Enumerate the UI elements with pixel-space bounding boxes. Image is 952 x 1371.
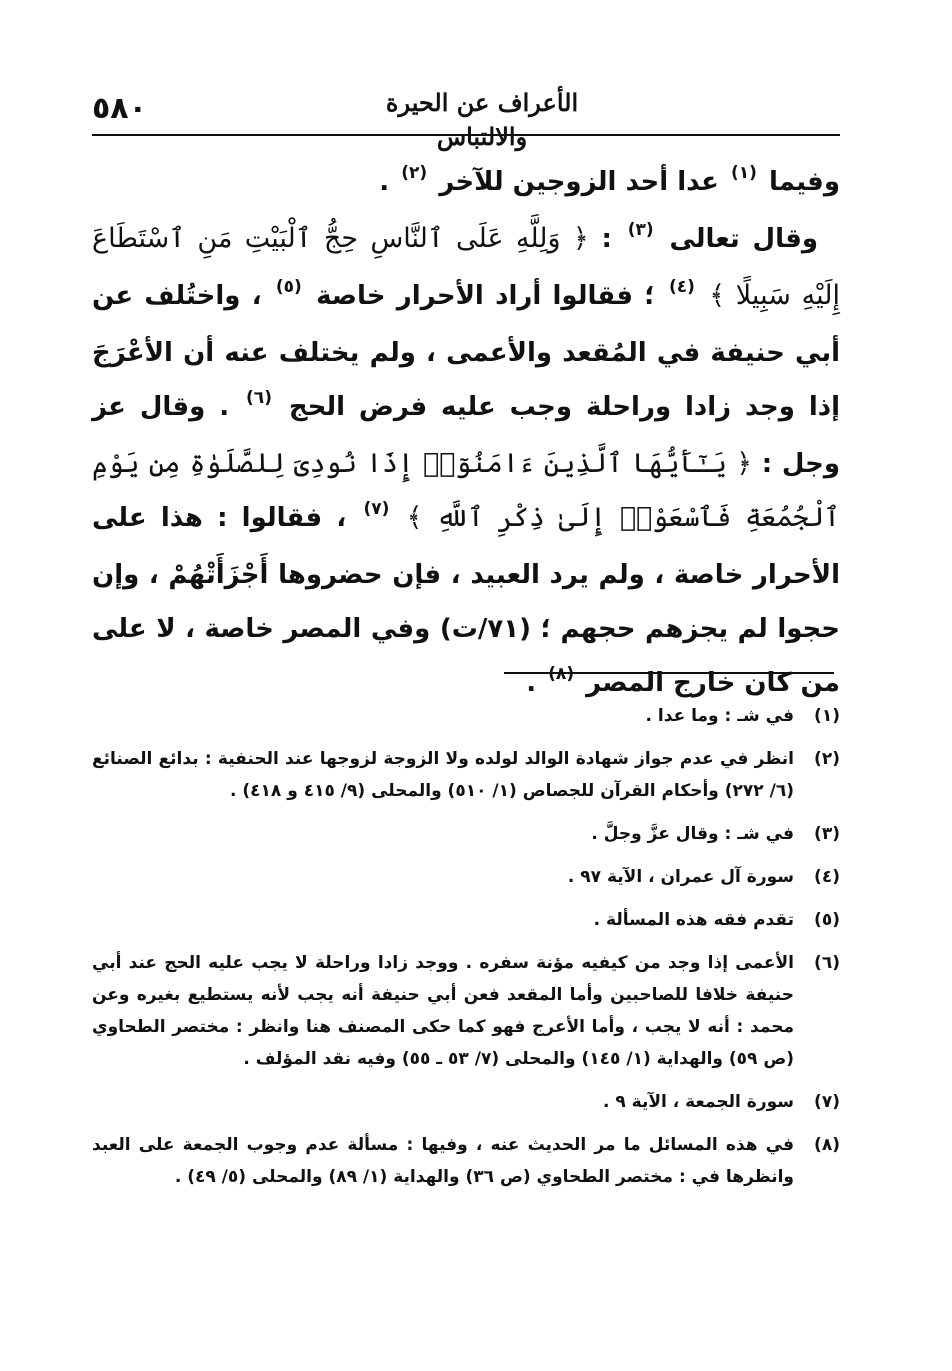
text-run: وفيما bbox=[769, 167, 840, 197]
footnote-ref-7: (٧) bbox=[363, 499, 390, 519]
footnote-item bbox=[92, 700, 840, 732]
footnote-item bbox=[92, 861, 840, 893]
footnote-text: سورة آل عمران ، الآية ٩٧ . bbox=[567, 867, 794, 887]
footnote-number: (٦) bbox=[814, 953, 840, 973]
footnote-number: (٨) bbox=[814, 1135, 840, 1155]
text-run: . bbox=[379, 167, 390, 197]
main-text bbox=[92, 155, 840, 713]
text-run: وقال تعالى bbox=[669, 224, 819, 254]
paragraph-1 bbox=[92, 155, 840, 212]
page-header bbox=[92, 78, 840, 151]
text-run: ، واختُلف عن أبي حنيفة في المُقعد والأعمى ، ولم يختلف عنه أن الأعْرَجَ إذا وجد زادا وراحلة وجب عليه فرض الحج bbox=[92, 281, 840, 422]
paragraph-2 bbox=[92, 212, 840, 713]
text-run: ، فقالوا : هذا على الأحرار خاصة ، ولم يرد العبيد ، فإن حضروها أَجْزَأَتْهُمْ ، وإن حجوا لم يجزهم حجهم ؛ (٧١/ت) وفي المصر خاصة ، لا على من كان خارج المصر bbox=[92, 503, 841, 698]
running-title: الأعراف عن الحيرة والالتباس bbox=[385, 88, 579, 151]
text-run: ؛ فقالوا أراد الأحرار خاصة bbox=[316, 281, 655, 311]
footnote-number: (٢) bbox=[814, 749, 840, 769]
footnote-item bbox=[92, 904, 840, 936]
footnote-text: سورة الجمعة ، الآية ٩ . bbox=[602, 1092, 794, 1112]
quran-verse-2: ﴿ يَـٰٓأَيُّهَا ٱلَّذِينَ ءَامَنُوٓا۟ إِذَا نُودِىَ لِلصَّلَوٰةِ مِن يَوْمِ ٱلْجُمُعَةِ فَٱسْعَوْا۟ إِلَىٰ ذِكْرِ ٱللَّهِ ﴾ bbox=[92, 448, 840, 533]
footnote-text: تقدم فقه هذه المسألة . bbox=[593, 910, 794, 930]
footnote-number: (٤) bbox=[814, 867, 840, 887]
footnote-text: الأعمى إذا وجد من كيفيه مؤنة سفره . ووجد زادا وراحلة لا يجب عليه الحج عند أبي حنيفة خلافا للصاحبين وأما المقعد فعن أبي حنيفة أنه يجب لأنه يستطيع بغيره وعن محمد : أنه لا يجب ، وأما الأعرج فهو كما حكى المصنف هنا وانظر : مختصر الطحاوي (ص ٥٩) والهداية (١/ ١٤٥) والمحلى (٧/ ٥٣ ـ ٥٥) وفيه نقد المؤلف . bbox=[92, 953, 794, 1069]
footnote-ref-5: (٥) bbox=[275, 277, 302, 297]
footnote-ref-8: (٨) bbox=[548, 664, 575, 684]
text-run: : bbox=[601, 224, 612, 254]
page-number: ٥٨٠ bbox=[92, 91, 147, 126]
footnote-ref-6: (٦) bbox=[246, 388, 272, 408]
quran-verse-1: ﴿ وَلِلَّهِ عَلَى ٱلنَّاسِ حِجُّ ٱلْبَيْتِ مَنِ ٱسْتَطَاعَ إِلَيْهِ سَبِيلًا ﴾ bbox=[92, 223, 840, 311]
footnote-text: في شـ : وقال عزَّ وجلَّ . bbox=[591, 824, 794, 844]
footnote-number: (٣) bbox=[814, 824, 840, 844]
footnote-ref-4: (٤) bbox=[668, 277, 695, 297]
footnote-number: (١) bbox=[814, 706, 840, 726]
footnote-number: (٧) bbox=[814, 1092, 840, 1112]
footnote-ref-2: (٢) bbox=[401, 163, 428, 183]
header-rule bbox=[92, 134, 840, 136]
footnote-ref-3: (٣) bbox=[627, 220, 654, 240]
footnote-ref-1: (١) bbox=[730, 163, 757, 183]
footnote-item bbox=[92, 1129, 840, 1193]
footnote-text: في هذه المسائل ما مر الحديث عنه ، وفيها : مسألة عدم وجوب الجمعة على العبد وانظرها في : مختصر الطحاوي (ص ٣٦) والهداية (١/ ٨٩) والمحلى (٥/ ٤٩) . bbox=[92, 1135, 794, 1187]
footnote-text: في شـ : وما عدا . bbox=[645, 706, 794, 726]
text-run: . bbox=[526, 668, 537, 698]
text-run: عدا أحد الزوجين للآخر bbox=[439, 167, 719, 197]
footnotes bbox=[92, 700, 840, 1204]
text-run: . وقال عز وجل : bbox=[92, 392, 840, 479]
footnote-item bbox=[92, 818, 840, 850]
footnote-item bbox=[92, 1086, 840, 1118]
footnote-item bbox=[92, 947, 840, 1075]
footnote-separator bbox=[504, 672, 834, 674]
footnote-number: (٥) bbox=[814, 910, 840, 930]
footnote-text: انظر في عدم جواز شهادة الوالد لولده ولا الزوجة لزوجها عند الحنفية : بدائع الصنائع (٦/ ٢٧٢) وأحكام القرآن للجصاص (١/ ٥١٠) والمحلى (٩/ ٤١٥ و ٤١٨) . bbox=[92, 749, 794, 801]
footnote-item bbox=[92, 743, 840, 807]
